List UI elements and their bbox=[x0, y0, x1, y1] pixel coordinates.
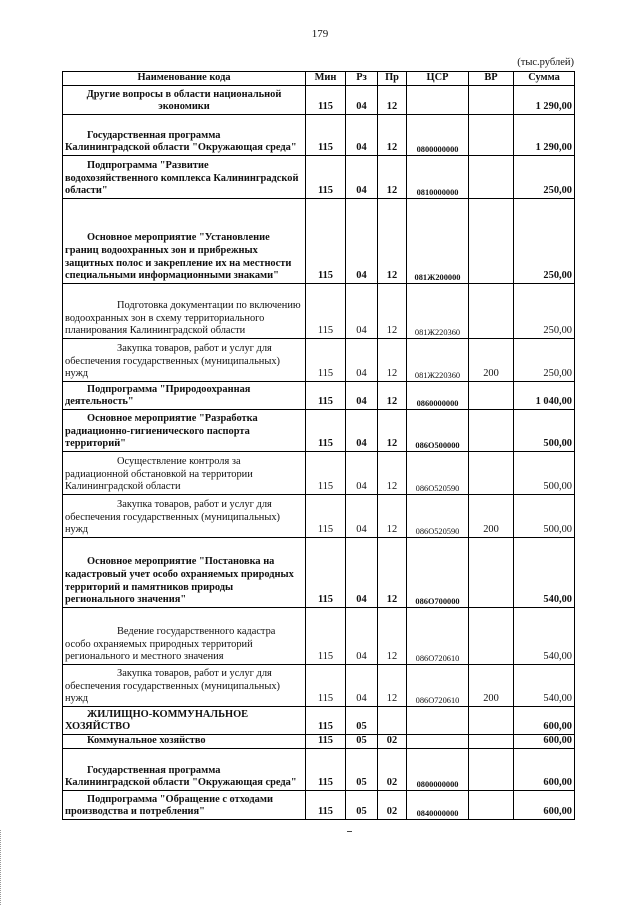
row-csr: 0860000000 bbox=[407, 382, 469, 410]
row-rz: 04 bbox=[346, 382, 378, 410]
row-name: Государственная программа Калининградской области "Окружающая среда" bbox=[63, 115, 306, 156]
row-pr: 12 bbox=[378, 199, 407, 284]
row-csr: 081Ж220360 bbox=[407, 284, 469, 339]
row-min: 115 bbox=[306, 495, 346, 538]
row-sum: 1 040,00 bbox=[514, 382, 575, 410]
row-name: Подпрограмма "Природоохранная деятельность" bbox=[63, 382, 306, 410]
row-sum: 540,00 bbox=[514, 608, 575, 665]
row-sum: 500,00 bbox=[514, 452, 575, 495]
table-row bbox=[63, 410, 575, 452]
row-rz: 04 bbox=[346, 665, 378, 707]
row-rz: 04 bbox=[346, 199, 378, 284]
row-name: Закупка товаров, работ и услуг для обеспечения государственных (муниципальных) нужд bbox=[63, 495, 306, 538]
row-csr: 086О720610 bbox=[407, 665, 469, 707]
table-row bbox=[63, 538, 575, 608]
row-name: Другие вопросы в области национальной экономики bbox=[63, 86, 306, 115]
row-name: Основное мероприятие "Постановка на кадастровый учет особо охраняемых природных территорий и памятников природы регионального значения" bbox=[63, 538, 306, 608]
row-min: 115 bbox=[306, 749, 346, 791]
row-pr: 12 bbox=[378, 284, 407, 339]
table-row bbox=[63, 156, 575, 199]
header-csr: ЦСР bbox=[407, 72, 469, 86]
table-row bbox=[63, 382, 575, 410]
row-rz: 05 bbox=[346, 791, 378, 820]
row-csr: 086О720610 bbox=[407, 608, 469, 665]
row-rz: 04 bbox=[346, 339, 378, 382]
row-min: 115 bbox=[306, 86, 346, 115]
row-name: Основное мероприятие "Разработка радиационно-гигиенического паспорта территорий" bbox=[63, 410, 306, 452]
row-sum: 600,00 bbox=[514, 791, 575, 820]
table-header-row bbox=[63, 72, 575, 86]
row-csr: 0800000000 bbox=[407, 749, 469, 791]
row-vr: 200 bbox=[469, 495, 514, 538]
row-csr: 086О500000 bbox=[407, 410, 469, 452]
row-rz: 04 bbox=[346, 284, 378, 339]
row-name: Подготовка документации по включению водоохранных зон в схему территориального планирования Калининградской области bbox=[63, 284, 306, 339]
row-rz: 04 bbox=[346, 452, 378, 495]
row-sum: 1 290,00 bbox=[514, 115, 575, 156]
row-rz: 04 bbox=[346, 410, 378, 452]
row-pr: 12 bbox=[378, 86, 407, 115]
row-name: Государственная программа Калининградской области "Окружающая среда" bbox=[63, 749, 306, 791]
table-row bbox=[63, 115, 575, 156]
row-min: 115 bbox=[306, 382, 346, 410]
row-min: 115 bbox=[306, 707, 346, 735]
row-csr: 0810000000 bbox=[407, 156, 469, 199]
row-csr: 0800000000 bbox=[407, 115, 469, 156]
row-sum: 250,00 bbox=[514, 339, 575, 382]
row-min: 115 bbox=[306, 791, 346, 820]
scan-edge-marks bbox=[0, 830, 9, 905]
row-csr: 086О700000 bbox=[407, 538, 469, 608]
row-rz: 04 bbox=[346, 86, 378, 115]
row-vr bbox=[469, 382, 514, 410]
table-row bbox=[63, 665, 575, 707]
row-rz: 04 bbox=[346, 156, 378, 199]
row-sum: 250,00 bbox=[514, 156, 575, 199]
row-rz: 05 bbox=[346, 707, 378, 735]
row-csr: 0840000000 bbox=[407, 791, 469, 820]
row-pr: 12 bbox=[378, 156, 407, 199]
header-vr: ВР bbox=[469, 72, 514, 86]
table-row bbox=[63, 284, 575, 339]
table-row bbox=[63, 452, 575, 495]
row-min: 115 bbox=[306, 410, 346, 452]
table-row bbox=[63, 339, 575, 382]
row-csr bbox=[407, 86, 469, 115]
budget-table bbox=[62, 71, 575, 820]
row-vr bbox=[469, 735, 514, 749]
table-row bbox=[63, 199, 575, 284]
row-pr: 02 bbox=[378, 791, 407, 820]
row-min: 115 bbox=[306, 339, 346, 382]
row-vr bbox=[469, 749, 514, 791]
row-pr: 12 bbox=[378, 452, 407, 495]
row-min: 115 bbox=[306, 665, 346, 707]
row-pr: 12 bbox=[378, 410, 407, 452]
table-body bbox=[63, 86, 575, 820]
row-name: Подпрограмма "Развитие водохозяйственного комплекса Калининградской области" bbox=[63, 156, 306, 199]
row-sum: 1 290,00 bbox=[514, 86, 575, 115]
row-name: ЖИЛИЩНО-КОММУНАЛЬНОЕ ХОЗЯЙСТВО bbox=[63, 707, 306, 735]
row-pr: 12 bbox=[378, 382, 407, 410]
row-vr bbox=[469, 791, 514, 820]
row-min: 115 bbox=[306, 284, 346, 339]
row-min: 115 bbox=[306, 156, 346, 199]
row-name: Основное мероприятие "Установление границ водоохранных зон и прибрежных защитных полос и закрепление их на местности специальными информационными знаками" bbox=[63, 199, 306, 284]
row-rz: 04 bbox=[346, 495, 378, 538]
row-min: 115 bbox=[306, 608, 346, 665]
table-row bbox=[63, 749, 575, 791]
row-name: Закупка товаров, работ и услуг для обеспечения государственных (муниципальных) нужд bbox=[63, 665, 306, 707]
header-name: Наименование кода bbox=[63, 72, 306, 86]
row-sum: 600,00 bbox=[514, 707, 575, 735]
row-rz: 04 bbox=[346, 538, 378, 608]
row-vr: 200 bbox=[469, 665, 514, 707]
row-pr: 02 bbox=[378, 749, 407, 791]
row-csr bbox=[407, 707, 469, 735]
row-name: Коммунальное хозяйство bbox=[63, 735, 306, 749]
row-vr bbox=[469, 452, 514, 495]
table-row bbox=[63, 707, 575, 735]
row-csr: 081Ж200000 bbox=[407, 199, 469, 284]
row-min: 115 bbox=[306, 115, 346, 156]
row-vr bbox=[469, 115, 514, 156]
header-min: Мин bbox=[306, 72, 346, 86]
units-label: (тыс.рублей) bbox=[517, 57, 574, 68]
row-vr bbox=[469, 86, 514, 115]
row-vr bbox=[469, 156, 514, 199]
row-rz: 04 bbox=[346, 115, 378, 156]
row-name: Ведение государственного кадастра особо охраняемых природных территорий регионального и местного значения bbox=[63, 608, 306, 665]
row-vr bbox=[469, 410, 514, 452]
row-pr: 02 bbox=[378, 735, 407, 749]
row-sum: 500,00 bbox=[514, 495, 575, 538]
row-sum: 500,00 bbox=[514, 410, 575, 452]
row-vr bbox=[469, 707, 514, 735]
footer-dash bbox=[347, 831, 352, 832]
row-sum: 250,00 bbox=[514, 284, 575, 339]
row-pr: 12 bbox=[378, 495, 407, 538]
header-rz: Рз bbox=[346, 72, 378, 86]
row-csr bbox=[407, 735, 469, 749]
row-name: Подпрограмма "Обращение с отходами производства и потребления" bbox=[63, 791, 306, 820]
row-pr: 12 bbox=[378, 538, 407, 608]
row-vr bbox=[469, 608, 514, 665]
row-rz: 05 bbox=[346, 749, 378, 791]
row-sum: 540,00 bbox=[514, 538, 575, 608]
row-sum: 600,00 bbox=[514, 749, 575, 791]
table-row bbox=[63, 608, 575, 665]
row-min: 115 bbox=[306, 199, 346, 284]
row-pr: 12 bbox=[378, 608, 407, 665]
row-min: 115 bbox=[306, 538, 346, 608]
row-csr: 081Ж220360 bbox=[407, 339, 469, 382]
row-pr: 12 bbox=[378, 665, 407, 707]
row-sum: 250,00 bbox=[514, 199, 575, 284]
row-sum: 600,00 bbox=[514, 735, 575, 749]
page-number: 179 bbox=[311, 28, 329, 40]
row-sum: 540,00 bbox=[514, 665, 575, 707]
row-name: Закупка товаров, работ и услуг для обеспечения государственных (муниципальных) нужд bbox=[63, 339, 306, 382]
row-vr bbox=[469, 284, 514, 339]
table-row bbox=[63, 791, 575, 820]
row-csr: 086О520590 bbox=[407, 495, 469, 538]
row-vr bbox=[469, 199, 514, 284]
row-rz: 05 bbox=[346, 735, 378, 749]
row-vr: 200 bbox=[469, 339, 514, 382]
row-rz: 04 bbox=[346, 608, 378, 665]
row-pr bbox=[378, 707, 407, 735]
header-sum: Сумма bbox=[514, 72, 575, 86]
row-csr: 086О520590 bbox=[407, 452, 469, 495]
table-row bbox=[63, 735, 575, 749]
row-pr: 12 bbox=[378, 115, 407, 156]
row-pr: 12 bbox=[378, 339, 407, 382]
table-row bbox=[63, 495, 575, 538]
row-min: 115 bbox=[306, 735, 346, 749]
row-vr bbox=[469, 538, 514, 608]
header-pr: Пр bbox=[378, 72, 407, 86]
row-min: 115 bbox=[306, 452, 346, 495]
table-row bbox=[63, 86, 575, 115]
row-name: Осуществление контроля за радиационной обстановкой на территории Калининградской области bbox=[63, 452, 306, 495]
